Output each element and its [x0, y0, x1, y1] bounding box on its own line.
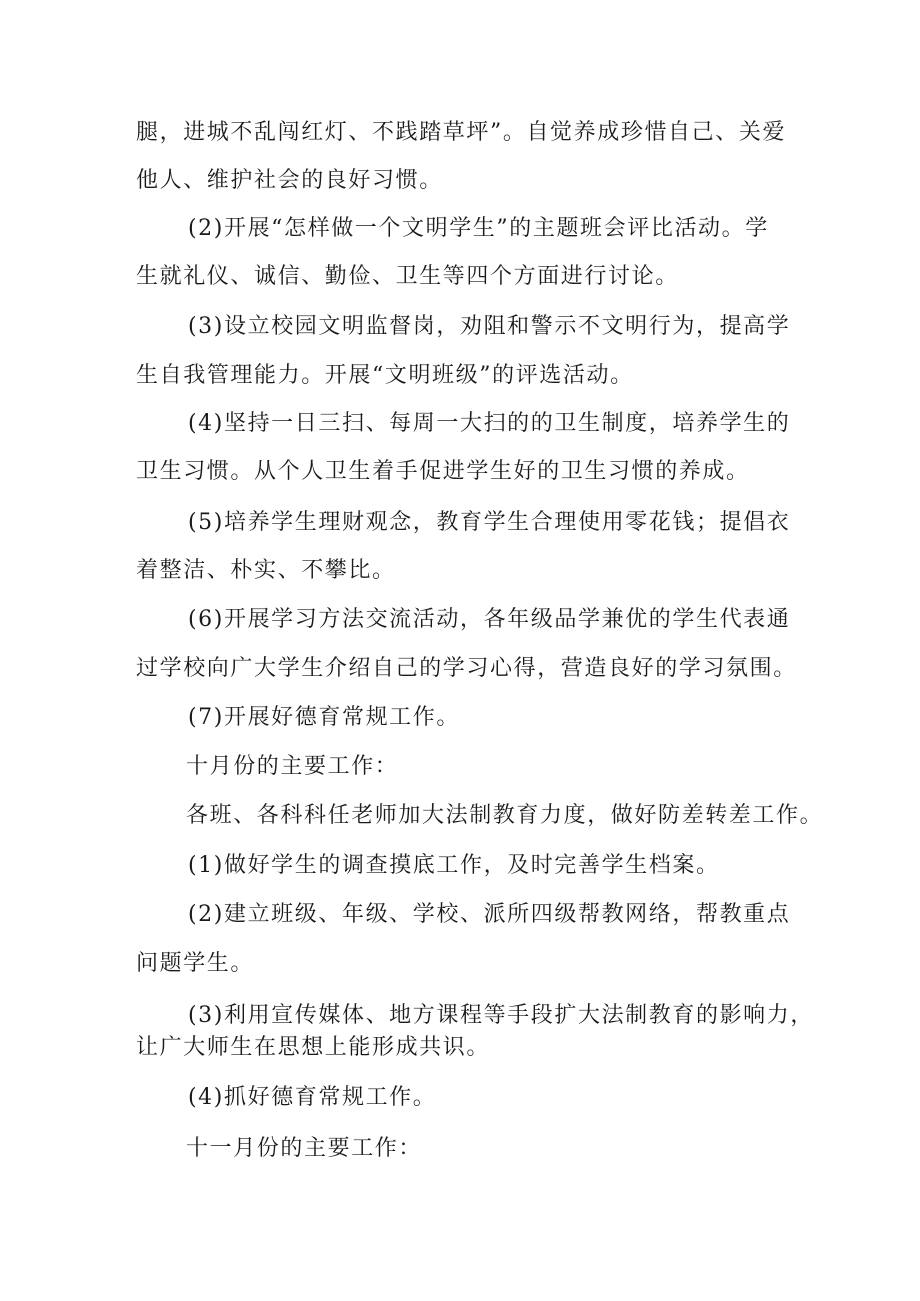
text-line: 问题学生。 [136, 951, 255, 976]
text-line: 生自我管理能力。开展“文明班级”的评选活动。 [136, 363, 634, 388]
text-line: 让广大师生在思想上能形成共识。 [136, 1035, 491, 1060]
text-line: (5)培养学生理财观念，教育学生合理使用零花钱；提倡衣 [188, 510, 791, 535]
section-heading: 十月份的主要工作： [186, 754, 399, 779]
text-line: 腿，进城不乱闯红灯、不践踏草坪”。自觉养成珍惜自己、关爱 [136, 120, 787, 145]
text-line: 生就礼仪、诚信、勤俭、卫生等四个方面进行讨论。 [136, 264, 679, 289]
text-line: 他人、维护社会的良好习惯。 [136, 168, 443, 193]
text-line: (4)抓好德育常规工作。 [188, 1085, 437, 1110]
text-line: 着整洁、朴实、不攀比。 [136, 558, 396, 583]
text-line: (4)坚持一日三扫、每周一大扫的的卫生制度，培养学生的 [188, 411, 791, 436]
text-line: (6)开展学习方法交流活动，各年级品学兼优的学生代表通 [188, 607, 791, 632]
text-line: (2)建立班级、年级、学校、派所四级帮教网络，帮教重点 [188, 902, 791, 927]
text-line: (3)利用宣传媒体、地方课程等手段扩大法制教育的影响力， [188, 1003, 814, 1028]
text-line: 卫生习惯。从个人卫生着手促进学生好的卫生习惯的养成。 [136, 459, 750, 484]
section-heading: 十一月份的主要工作： [186, 1136, 423, 1161]
text-line: 各班、各科科任老师加大法制教育力度，做好防差转差工作。 [186, 803, 824, 828]
text-line: (7)开展好德育常规工作。 [188, 705, 460, 730]
text-line: (3)设立校园文明监督岗，劝阻和警示不文明行为，提高学 [188, 314, 791, 339]
text-line: (1)做好学生的调查摸底工作，及时完善学生档案。 [188, 853, 720, 878]
text-line: (2)开展“怎样做一个文明学生”的主题班会评比活动。学 [188, 216, 769, 241]
text-line: 过学校向广大学生介绍自己的学习心得，营造良好的学习氛围。 [136, 656, 797, 681]
